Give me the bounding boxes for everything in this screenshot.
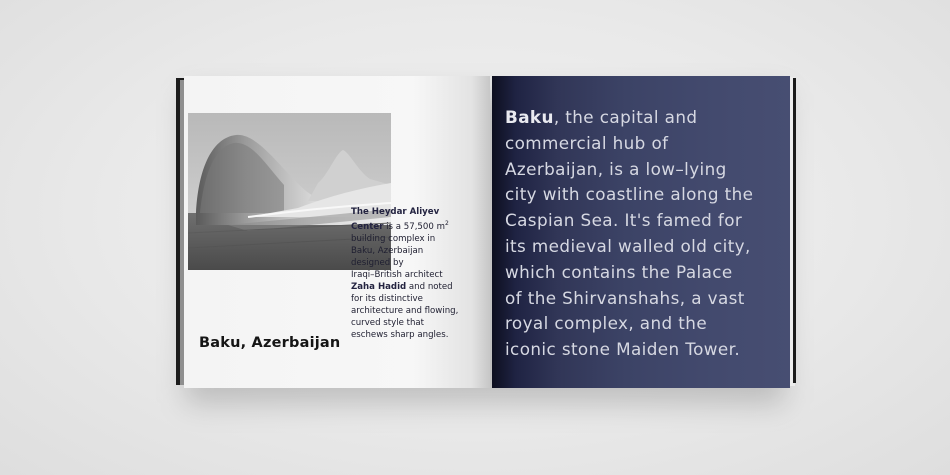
description-line: Caspian Sea. It's famed for	[505, 210, 743, 231]
building-caption	[351, 206, 490, 341]
right-page-edge-inner	[793, 78, 796, 383]
caption-line: and noted	[406, 281, 453, 292]
left-page	[184, 76, 490, 388]
description-line: royal complex, and the	[505, 313, 708, 334]
description-line: which contains the Palace	[505, 261, 733, 282]
caption-line: curved style that	[351, 317, 425, 328]
caption-line: eschews sharp angles.	[351, 329, 449, 340]
right-page	[492, 76, 790, 388]
caption-area-text: is a 57,500 m	[383, 221, 445, 232]
caption-line: building complex in	[351, 233, 436, 244]
baku-description	[505, 105, 790, 363]
description-line: Azerbaijan, is a low–lying	[505, 158, 727, 179]
caption-line: for its distinctive	[351, 293, 423, 304]
description-line: commercial hub of	[505, 132, 669, 153]
description-line: of the Shirvanshahs, a vast	[505, 287, 745, 308]
caption-bold-name-1: The Heydar Aliyev	[351, 207, 440, 217]
caption-line: designed by	[351, 257, 404, 268]
caption-bold-architect: Zaha Hadid	[351, 281, 407, 292]
caption-line: Baku, Azerbaijan	[351, 245, 424, 256]
caption-line: Iraqi–British architect	[351, 269, 443, 280]
caption-bold-name-2: Center	[351, 221, 384, 232]
description-line: iconic stone Maiden Tower.	[505, 339, 741, 360]
description-line: city with coastline along the	[505, 184, 754, 205]
caption-line: architecture and flowing,	[351, 305, 459, 316]
description-line: , the capital and	[553, 107, 698, 127]
baku-bold-word: Baku	[505, 107, 554, 127]
description-line: its medieval walled old city,	[505, 235, 751, 256]
caption-area-sup: 2	[444, 220, 449, 227]
page-title: Baku, Azerbaijan	[199, 335, 341, 351]
